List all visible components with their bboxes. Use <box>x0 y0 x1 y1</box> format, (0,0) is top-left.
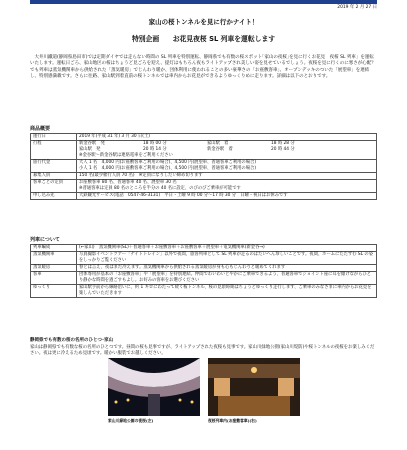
schedule-cell <box>77 141 377 160</box>
schedule-time: 20 時 44 分 <box>271 147 295 152</box>
table-value: 春とは言え、夜はまだ冷えます。蒸気機関車から供給される蒸気暖房が身も心もじんわりと暖めてくれます <box>77 265 377 272</box>
table-row <box>31 285 377 298</box>
table-label: 行程 <box>31 141 77 160</box>
table-label: 列車編成 <box>31 245 77 252</box>
overview-heading: 商品概要 <box>30 126 51 132</box>
cherry-blossom-photo <box>108 358 200 416</box>
press-subtitle: 家山の桜トンネルを見に行かナイト！ <box>148 18 259 26</box>
table-row <box>31 252 377 265</box>
table-label: 旅行代金 <box>31 160 77 173</box>
seat-cell <box>77 180 377 193</box>
table-row <box>31 134 377 141</box>
table-row <box>31 141 377 160</box>
table-value: 2019 年(平成 31 年) 3 月 30 日(土) <box>77 134 377 141</box>
table-value: 大鉄観光サービス(電話 0547-46-3131) 平日・土曜 9 時 00 分〜17 時 30 分 日曜・祝日はお休みです <box>77 193 377 200</box>
release-date: 2019 年 2 月 27 日 <box>337 5 377 10</box>
train-table <box>30 244 377 298</box>
fare-child: 小人 1 名 4,000 円(お座敷客車ご利用の場合)、4,500 円(展望車、普通客車ご利用の場合) <box>79 166 257 171</box>
table-row <box>31 193 377 200</box>
seat-note: ※普通客車は定員 80 名のところを半分の 40 名に設定、のびのびご乗車が可能です <box>79 186 241 191</box>
table-label: 申し込み先 <box>31 193 77 200</box>
train-interior-photo <box>208 358 300 416</box>
schedule-station: 家山駅 着 <box>207 141 229 146</box>
photo-caption-right: 夜桜列車内(お座敷客車)(右) <box>208 418 257 423</box>
train-heading: 列車について <box>30 237 60 243</box>
table-row <box>31 245 377 252</box>
table-label: 客車 <box>31 272 77 285</box>
table-label: 運行日 <box>31 134 77 141</box>
overview-table <box>30 133 377 200</box>
table-label: 客車ごとの定員 <box>31 180 77 193</box>
table-row <box>31 160 377 173</box>
spot-paragraph: 家山は静岡県でも有数な桜の名所のひとつです。昼間の桜も見事ですが、ライトアップされた夜桜も見事です。家山川緑地公園(家山川堤防)や桜トンネルの夜桜をお楽しみください。夜は更に冷えるため見頃です。暖かい服装でお越しください。 <box>30 345 375 356</box>
table-row <box>31 173 377 180</box>
table-row <box>31 265 377 272</box>
press-title: 特別企画 お花見夜桜 SL 列車を運転します <box>131 35 276 43</box>
schedule-station: 新金谷駅 発 <box>79 141 105 146</box>
lead-paragraph: 大井川鐵道(静岡県島田市)では定期ダイヤでは走らない時間の SL 列車を特別運転、静岡県でも有数の桜スポット｢家山の夜桜｣を見に行くお花見 夜桜 SL 列車」を運転いたします。運転日ごろ、家山地区の桜はちょうど見ごろを迎え、提灯はもちろん夜もライトアップされ美しい姿を見せているでしょう。夜桜を見に行くのに寒さが心配？でも列車は蒸気機関車から供給された「蒸気暖房」でじんわり暖か、団体利用に使われることの多い豪華さの「お座敷客車」、オープンデッキのついた「展望車」を連結し、特別感満載です。さらに往路、家山駅到着直前の桜トンネルでは車内からお花見ができるようゆっくりめに走ります。詳細は以下のとおりです。 <box>30 55 376 80</box>
table-label: 募集人員 <box>31 173 77 180</box>
table-label: ゆっくり <box>31 285 77 298</box>
table-value: 150 名(最少催行人員 70 名) ※定員になりしだい締め切ります <box>77 173 377 180</box>
schedule-station: 新金谷駅 着 <box>207 147 233 152</box>
schedule-note: ※金谷駅〜新金谷駅は連絡電車をご利用ください <box>79 153 173 158</box>
seat-capacity: お座敷客車 80 名、普通客車 40 名、展望車 30 名 <box>79 180 177 185</box>
table-value: 家山駅手前から線路沿いに、約 1 キロにわたって続く桜トンネル、桜の見頃時期はちょうどゆっくり走行します、ご乗車のみなさまに車内からお花見を楽しんでいただきます <box>77 285 377 298</box>
schedule-time: 20 時 14 分 <box>143 147 167 152</box>
table-value: (←家山) 蒸気機関車(SL)＋普通客車＋お座敷客車＋お座敷客車＋展望車＋電気機関車(新金谷→) <box>77 245 377 252</box>
schedule-time: 18 時 28 分 <box>271 141 295 146</box>
photo-caption-left: 家山川緑地公園の夜桜(左) <box>108 418 154 423</box>
schedule-time: 18 時 00 分 <box>143 141 167 146</box>
table-value: 写真撮影イベントツアー「ナイトトレイン」以外で夜間、旅客列車として SL 列車が走るのはたいへん珍しいことです。夜間、ホームにたたずむ SL の姿をしっかりご覧ください <box>77 252 377 265</box>
table-label: 蒸気機関車 <box>31 252 77 265</box>
header-bar <box>30 0 377 4</box>
table-label: 蒸気暖房 <box>31 265 77 272</box>
table-value: 団体専用が基本の「お座敷客車」や「展望車」を特別連結。仲間でわいわいとやかにご乗車できるよう、普通客車でジョイント座に耳を傾けながらひとり静かな時間を過ごすもよし。お好みの客車をお選びください <box>77 272 377 285</box>
fare-adult: 大人 1 名 4,000 円(お座敷客車ご利用の場合)、4,500 円(展望車、普通客車ご利用の場合) <box>79 160 257 165</box>
table-row <box>31 272 377 285</box>
schedule-station: 家山駅 発 <box>79 147 101 152</box>
fare-cell <box>77 160 377 173</box>
spot-heading: 静岡県でも有数の桜の名所のひとつ･家山 <box>30 338 114 343</box>
table-row <box>31 180 377 193</box>
